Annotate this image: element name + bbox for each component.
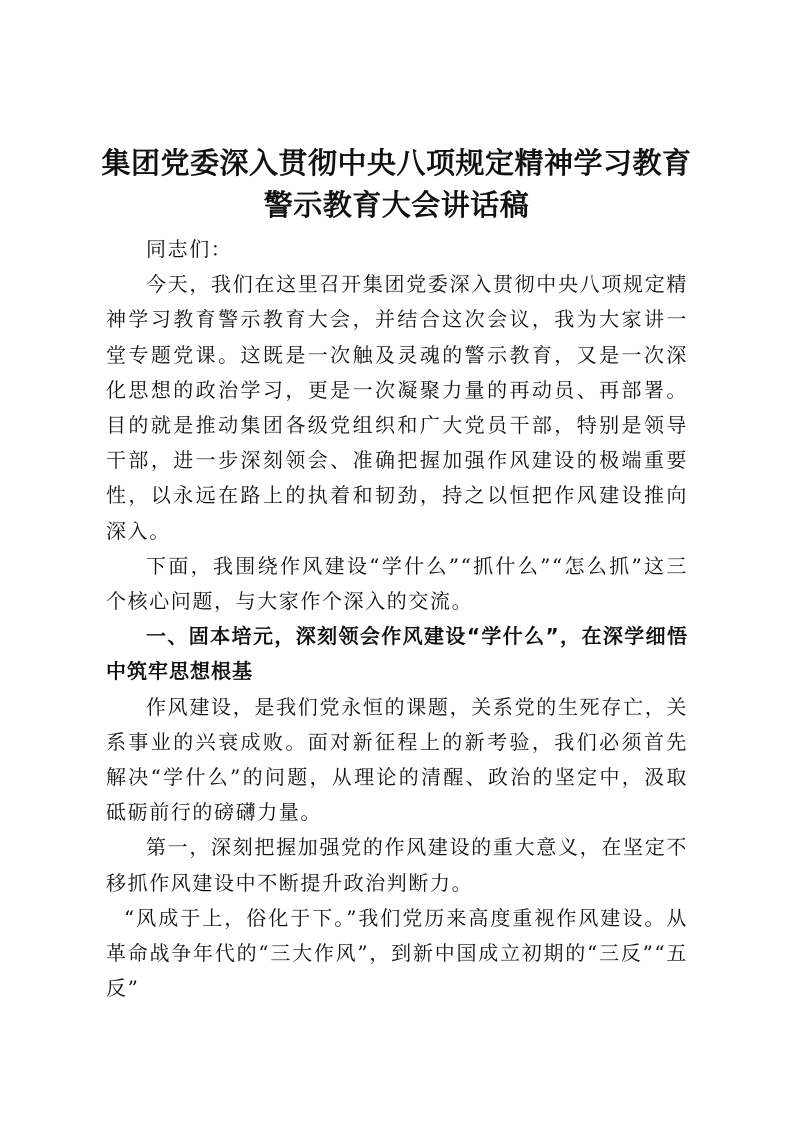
document-body [106,232,688,1006]
document-title-line-1: 集团党委深入贯彻中央八项规定精神学习教育 [101,146,692,180]
paragraph-outline: 下面，我围绕作风建设“学什么”“抓什么”“怎么抓”这三个核心问题，与大家作个深入的交流。 [106,553,688,614]
salutation: 同志们： [146,237,233,261]
section-heading-1: 一、固本培元，深刻领会作风建设“学什么”，在深学细悟中筑牢思想根基 [106,624,688,684]
paragraph-intro: 今天，我们在这里召开集团党委深入贯彻中央八项规定精神学习教育警示教育大会，并结合这次会议，我为大家讲一堂专题党课。这既是一次触及灵魂的警示教育，又是一次深化思想的政治学习，更是一次凝聚力量的再动员、再部署。目的就是推动集团各级党组织和广大党员干部，特别是领导干部，进一步深刻领会、准确把握加强作风建设的极端重要性，以永远在路上的执着和韧劲，持之以恒把作风建设推向深入。 [106,272,688,543]
paragraph-quote: “风成于上，俗化于下。”我们党历来高度重视作风建设。从革命战争年代的“三大作风”，到新中国成立初期的“三反”“五反” [106,905,688,1001]
document-title-line-2: 警示教育大会讲话稿 [263,188,530,222]
paragraph-point-1: 第一，深刻把握加强党的作风建设的重大意义，在坚定不移抓作风建设中不断提升政治判断力。 [106,835,688,895]
paragraph-section-1-intro: 作风建设，是我们党永恒的课题，关系党的生死存亡，关系事业的兴衰成败。面对新征程上的新考验，我们必须首先解决“学什么”的问题，从理论的清醒、政治的坚定中，汲取砥砺前行的磅礴力量。 [106,694,688,825]
